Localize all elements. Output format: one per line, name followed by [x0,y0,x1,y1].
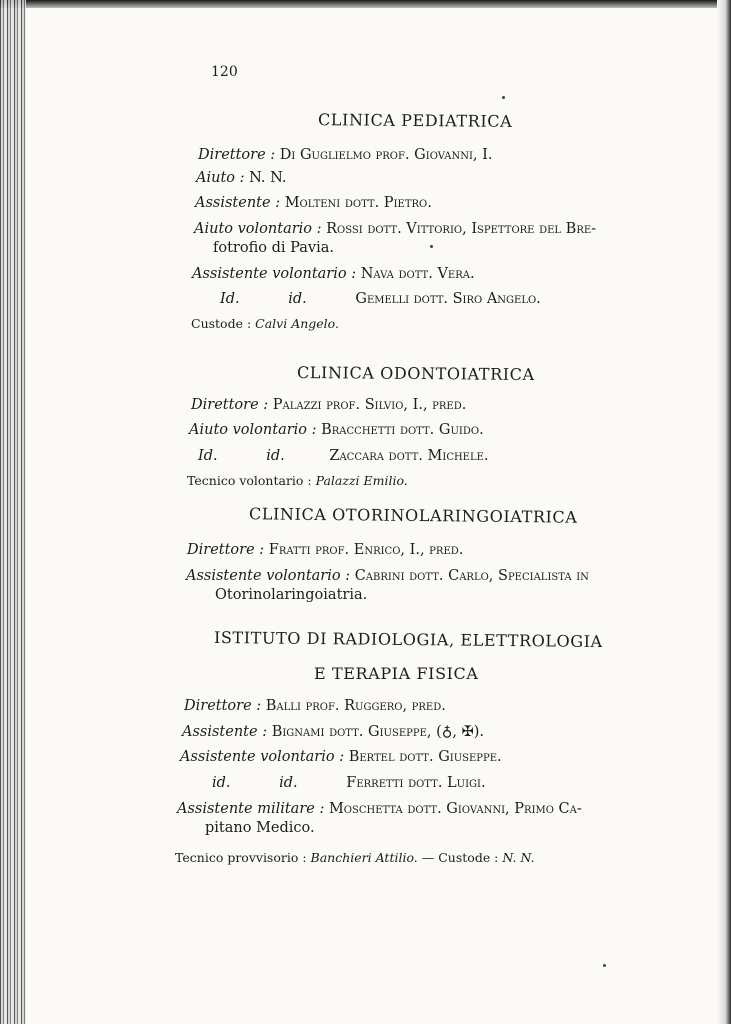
tecnico-line: Tecnico volontario : Palazzi Emilio. [187,473,408,488]
section-title-radiologia: ISTITUTO DI RADIOLOGIA, ELETTROLOGIA [213,627,603,652]
footer-line: Tecnico provvisorio : Banchieri Attilio. — Custode : N. N. [175,850,535,865]
section-title-otorinolaringoiatrica: CLINICA OTORINOLARINGOIATRICA [248,504,578,527]
custode-line: Custode : Calvi Angelo. [191,316,339,331]
entry-line: Aiuto : N. N. [196,170,287,186]
entry-line: Assistente volontario : Nava dott. Vera. [192,266,475,282]
section-title-pediatrica: CLINICA PEDIATRICA [317,110,513,131]
paper-speck [430,245,433,248]
entry-line: Assistente volontario : Cabrini dott. Carlo, Specialista in [186,568,589,584]
entry-line: Aiuto volontario : Bracchetti dott. Guido. [189,422,484,438]
entry-line: id. id. Ferretti dott. Luigi. [212,775,486,791]
entry-line: Aiuto volontario : Rossi dott. Vittorio, Ispettore del Bre- [194,221,597,237]
entry-line: Assistente volontario : Bertel dott. Giuseppe. [180,749,502,765]
entry-line: Assistente : Molteni dott. Pietro. [195,195,432,211]
entry-line: Assistente militare : Moschetta dott. Giovanni, Primo Ca- [177,801,582,817]
entry-line: Direttore : Balli prof. Ruggero, pred. [184,698,446,714]
entry-line: Id. id. Zaccara dott. Michele. [198,448,489,464]
scan-edge-top [0,0,731,8]
scan-edge-right [717,0,731,1024]
paper-speck [603,964,606,967]
entry-line: Direttore : Fratti prof. Enrico, I., pred. [187,542,464,558]
entry-line-continuation: fotrofio di Pavia. [213,240,334,256]
entry-line-continuation: Otorinolaringoiatria. [215,587,368,603]
paper-speck [502,96,505,99]
page-number: 120 [211,64,238,80]
section-title-odontoiatrica: CLINICA ODONTOIATRICA [296,362,535,385]
entry-line: Assistente : Bignami dott. Giuseppe, (♁, ✠). [182,724,485,740]
scan-edge-binding [0,0,26,1024]
entry-line: Id. id. Gemelli dott. Siro Angelo. [220,291,541,307]
entry-line-continuation: pitano Medico. [205,820,315,836]
entry-line: Direttore : Palazzi prof. Silvio, I., pred. [191,397,467,413]
entry-line: Direttore : Di Guglielmo prof. Giovanni, I. [198,147,493,163]
section-title-radiologia-line2: E TERAPIA FISICA [314,664,479,683]
